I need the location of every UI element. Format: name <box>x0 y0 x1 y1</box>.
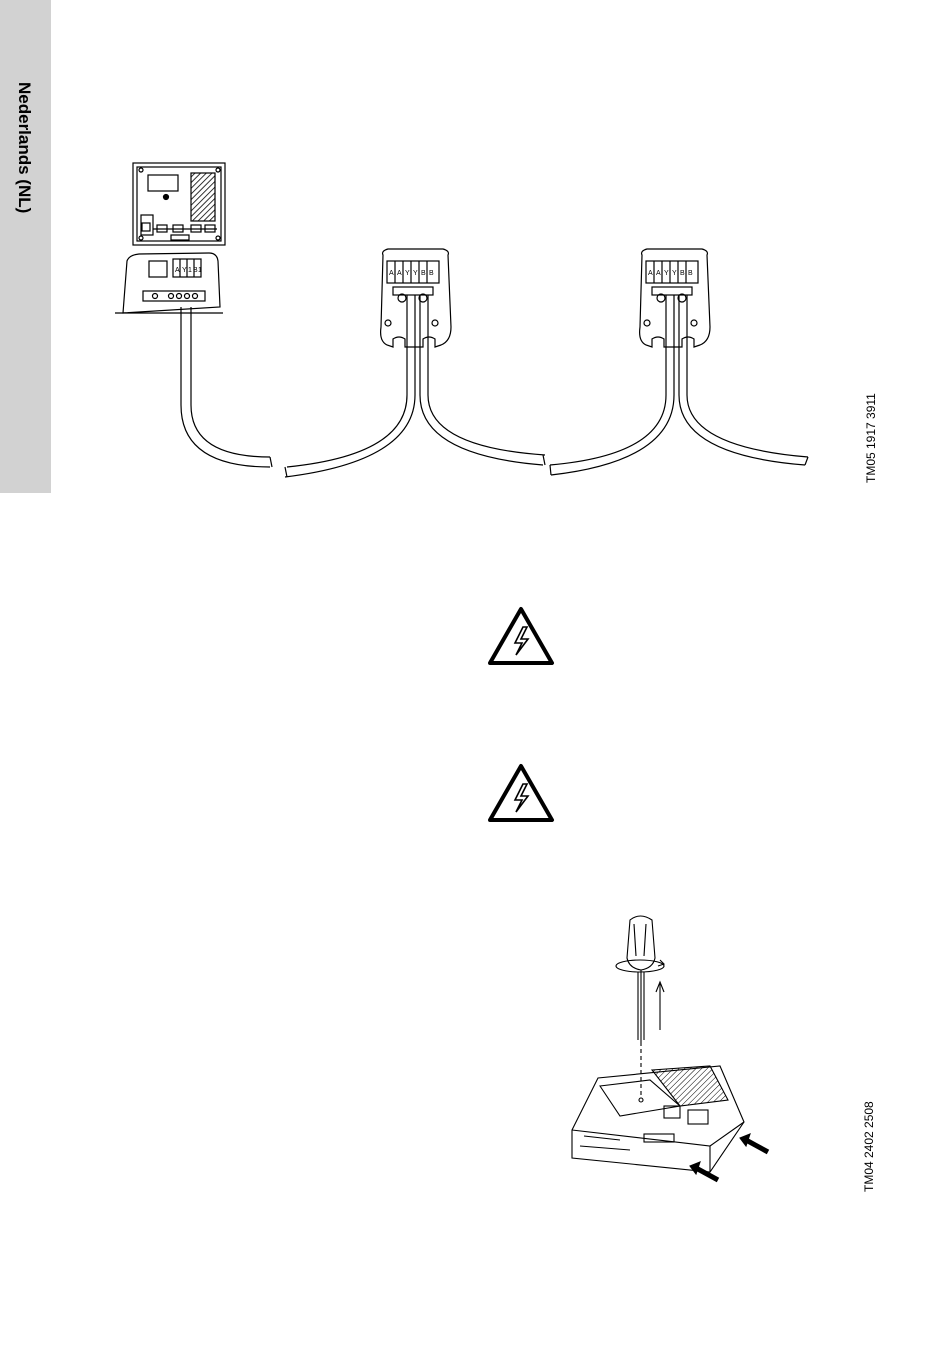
module-2-terminal-label: A <box>648 270 653 277</box>
control-unit-illustration <box>115 163 225 313</box>
module-2-terminal-label: Y <box>672 270 677 277</box>
module-2-illustration <box>640 249 710 347</box>
language-side-tab <box>0 0 51 493</box>
module-1-terminal-label: A <box>397 270 402 277</box>
electrical-hazard-icon <box>486 762 556 824</box>
module-2-terminal-label: A <box>656 270 661 277</box>
control-terminal-label: Y <box>182 267 187 274</box>
module-1-terminal-label: Y <box>413 270 418 277</box>
module-2-terminal-label: B <box>680 270 685 277</box>
cable-segments <box>181 295 808 477</box>
control-terminal-label: B <box>193 267 198 274</box>
figure-code-wiring: TM05 1917 3911 <box>864 393 878 483</box>
module-1-terminal-label: Y <box>405 270 410 277</box>
module-1-illustration <box>381 249 451 347</box>
figure-code-screwdriver: TM04 2402 2508 <box>862 1101 876 1192</box>
control-terminal-label: 1 <box>198 267 202 274</box>
electrical-hazard-icon <box>486 605 556 667</box>
module-1-terminal-label: B <box>421 270 426 277</box>
control-terminal-label: 1 <box>188 267 192 274</box>
wiring-diagram <box>105 155 835 500</box>
module-1-terminal-label: B <box>429 270 434 277</box>
module-1-terminal-label: A <box>389 270 394 277</box>
module-2-terminal-label: B <box>688 270 693 277</box>
language-tab-label: Nederlands (NL) <box>15 82 34 214</box>
screwdriver-removal-diagram <box>560 910 780 1195</box>
module-2-terminal-label: Y <box>664 270 669 277</box>
control-terminal-label: A <box>175 267 180 274</box>
